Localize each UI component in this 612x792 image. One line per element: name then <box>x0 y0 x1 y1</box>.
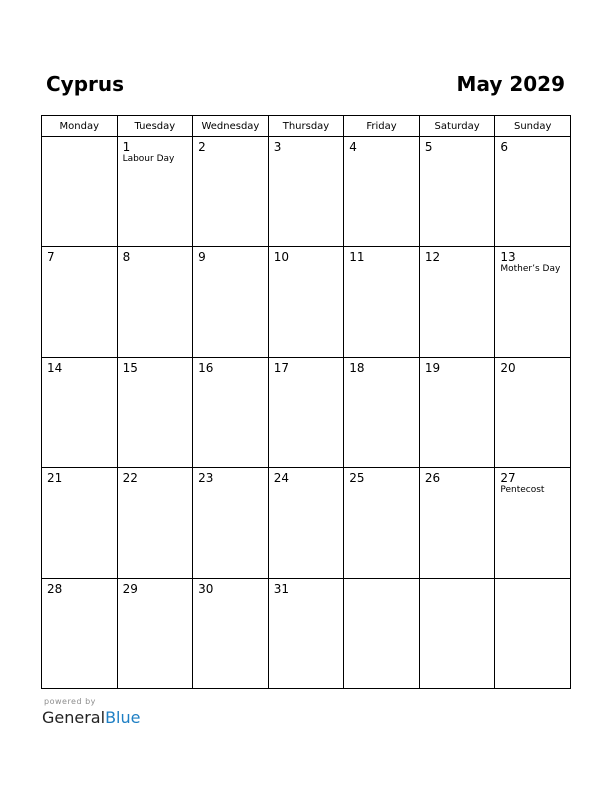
day-number: 8 <box>122 250 131 265</box>
calendar-day-cell <box>344 468 420 578</box>
calendar-grid <box>41 115 571 689</box>
calendar-day-cell <box>268 468 344 578</box>
weekday-header-row <box>42 116 571 137</box>
logo-text-general: General <box>42 708 106 727</box>
day-number: 22 <box>122 471 138 486</box>
day-number: 19 <box>424 360 441 375</box>
day-number: 2 <box>198 140 206 154</box>
calendar-day-cell <box>42 578 118 688</box>
day-number: 4 <box>349 140 357 154</box>
day-number: 28 <box>47 581 63 596</box>
calendar-day-cell <box>495 137 571 247</box>
calendar-day-cell <box>419 247 495 357</box>
day-number: 24 <box>273 471 289 486</box>
calendar-day-cell <box>117 137 193 247</box>
calendar-day-cell <box>419 357 495 467</box>
day-number <box>420 579 495 582</box>
weekday-header-friday: Friday <box>344 116 420 137</box>
day-number: 14 <box>47 360 63 375</box>
holiday-label: Labour Day <box>122 154 175 164</box>
day-number: 25 <box>349 471 365 486</box>
day-number <box>495 579 570 582</box>
day-number: 6 <box>500 140 509 154</box>
day-number: 15 <box>122 360 138 375</box>
calendar-day-cell <box>344 137 420 247</box>
country-title: Cyprus <box>46 72 125 96</box>
day-number: 10 <box>273 250 289 265</box>
day-number: 7 <box>47 250 55 265</box>
day-number: 31 <box>273 581 289 596</box>
weekday-header-thursday: Thursday <box>268 116 344 137</box>
weekday-header-wednesday: Wednesday <box>193 116 269 137</box>
calendar-week-row <box>42 137 571 247</box>
calendar-day-cell <box>193 357 269 467</box>
calendar-day-cell <box>42 137 118 247</box>
calendar-week-row <box>42 357 571 467</box>
calendar-day-cell <box>344 357 420 467</box>
calendar-day-cell <box>117 468 193 578</box>
calendar-week-row <box>42 468 571 578</box>
day-number: 1 <box>122 140 131 154</box>
calendar-day-cell <box>344 247 420 357</box>
day-number <box>344 579 419 582</box>
calendar-day-cell <box>268 137 344 247</box>
calendar-day-cell <box>268 247 344 357</box>
day-number: 17 <box>273 360 289 375</box>
calendar-day-cell <box>419 468 495 578</box>
calendar-day-cell <box>117 578 193 688</box>
calendar-day-cell <box>495 247 571 357</box>
day-number: 13 <box>500 250 516 265</box>
calendar-day-cell <box>419 137 495 247</box>
day-number: 12 <box>424 250 441 265</box>
weekday-header-monday: Monday <box>42 116 118 137</box>
day-number <box>42 137 117 140</box>
day-number: 9 <box>198 250 206 265</box>
footer-branding <box>42 697 140 728</box>
holiday-label: Pentecost <box>500 485 545 496</box>
calendar-day-cell <box>268 357 344 467</box>
day-number: 29 <box>122 581 138 596</box>
calendar-week-row <box>42 578 571 688</box>
day-number: 26 <box>424 471 441 486</box>
weekday-header-sunday: Sunday <box>495 116 571 137</box>
calendar-day-cell <box>117 357 193 467</box>
calendar-week-row <box>42 247 571 357</box>
day-number: 30 <box>198 581 214 596</box>
day-number: 21 <box>47 471 63 486</box>
calendar-day-cell <box>42 468 118 578</box>
day-number: 27 <box>500 471 516 486</box>
calendar-body <box>42 137 571 689</box>
calendar-day-cell <box>268 578 344 688</box>
logo-text-blue: Blue <box>105 708 141 727</box>
calendar-day-cell <box>495 578 571 688</box>
generalblue-logo[interactable] <box>42 708 140 728</box>
powered-by-text: powered by <box>44 697 96 706</box>
weekday-header-tuesday: Tuesday <box>117 116 193 137</box>
day-number: 18 <box>349 360 365 375</box>
calendar-day-cell <box>193 468 269 578</box>
month-year-title: May 2029 <box>456 72 565 96</box>
day-number: 5 <box>424 140 433 154</box>
calendar-day-cell <box>495 468 571 578</box>
weekday-header-saturday: Saturday <box>419 116 495 137</box>
day-number: 3 <box>273 140 282 154</box>
holiday-label: Mother’s Day <box>500 264 561 275</box>
calendar-day-cell <box>419 578 495 688</box>
calendar-day-cell <box>117 247 193 357</box>
day-number: 11 <box>349 250 365 265</box>
calendar-day-cell <box>344 578 420 688</box>
calendar-day-cell <box>42 357 118 467</box>
calendar-day-cell <box>42 247 118 357</box>
calendar-day-cell <box>193 578 269 688</box>
day-number: 16 <box>198 360 214 375</box>
calendar-day-cell <box>495 357 571 467</box>
day-number: 20 <box>500 360 516 375</box>
calendar-day-cell <box>193 247 269 357</box>
calendar-day-cell <box>193 137 269 247</box>
day-number: 23 <box>198 471 214 486</box>
